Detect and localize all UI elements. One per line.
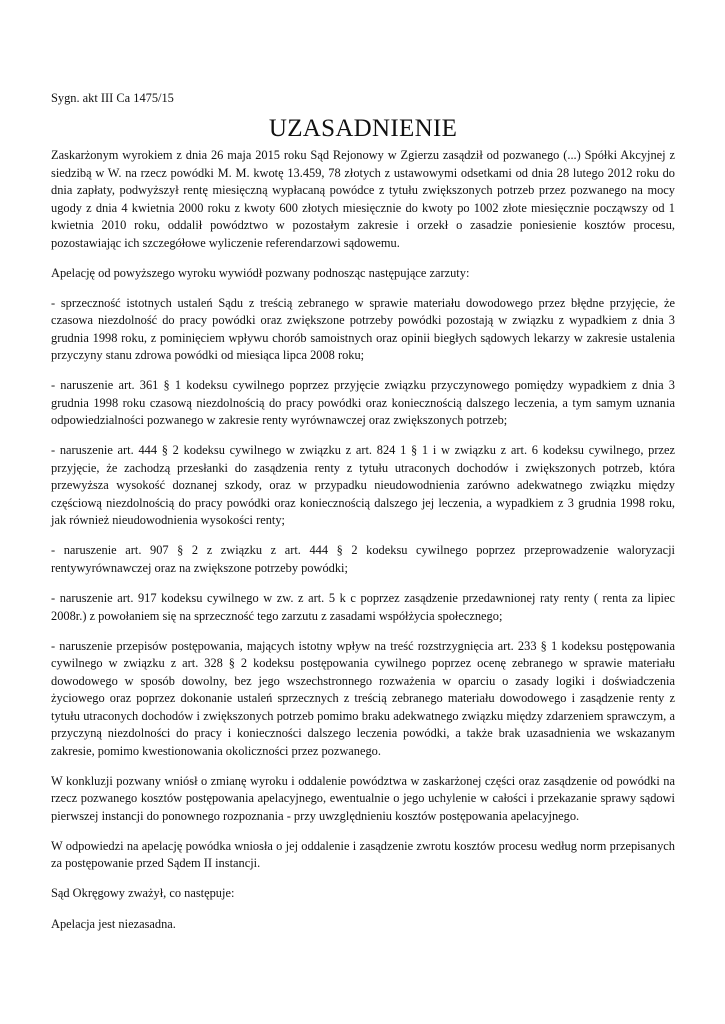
paragraph-charge-4: - naruszenie art. 907 § 2 z związku z art. 444 § 2 kodeksu cywilnego poprzez przeprowadzenie waloryzacji rentywyrównawczej oraz na zwiększone potrzeby powódki;: [51, 543, 675, 575]
paragraph-verdict: Apelacja jest niezasadna.: [51, 916, 176, 931]
paragraph-charge-3: - naruszenie art. 444 § 2 kodeksu cywilnego w związku z art. 824 1 § 1 i w związku z art. 6 kodeksu cywilnego, przez przyjęcie, że zachodzą przesłanki do zasądzenia renty z tytułu utraconych dochodów i zwiększonych potrzeb, która przewyższa wysokość doznanej szkody, oraz w przypadku nieudowodnienia zarówno adekwatnego związku między częściową niezdolnością do pracy powódki oraz koniecznością dalszego jej leczenia, a wypadkiem z 3 grudnia 1998 roku, jak również nieudowodnienia wysokości renty;: [51, 443, 675, 528]
paragraph-charge-6: - naruszenie przepisów postępowania, mających istotny wpływ na treść rozstrzygnięcia art. 233 § 1 kodeksu postępowania cywilnego w związku z art. 328 § 2 kodeksu postępowania cywilnego poprzez ocenę zebranego w sprawie materiału dowodowego w sposób dowolny, bez jego wszechstronnego rozważenia w oparciu o zasady logiki i doświadczenia życiowego oraz poprzez dokonanie ustaleń sprzecznych z treścią zebranego materiału dowodowego i zasądzenie renty z tytułu utraconych dochodów i zwiększonych potrzeb pomimo braku adekwatnego związku między zdarzeniem sprawczym, a przyczyną niezdolności do pracy i konieczności dalszego leczenia powódki, a także brak uzasadnienia we wskazanym zakresie, pomimo kwestionowania okoliczności przez pozwanego.: [51, 638, 675, 758]
document-page: [51, 90, 675, 946]
paragraph-charge-2: - naruszenie art. 361 § 1 kodeksu cywilnego poprzez przyjęcie związku przyczynowego pomiędzy wypadkiem z dnia 3 grudnia 1998 roku czasową niezdolnością do pracy powódki oraz koniecznością dalszego leczenia, a tym samym uznania odpowiedzialności pozwanego w zakresie renty wyrównawczej oraz zwiększonych potrzeb;: [51, 378, 675, 428]
paragraph-response: W odpowiedzi na apelację powódka wniosła o jej oddalenie i zasądzenie zwrotu kosztów procesu według norm przepisanych za postępowanie przed Sądem II instancji.: [51, 838, 675, 871]
case-reference: Sygn. akt III Ca 1475/15: [51, 91, 174, 105]
paragraph-court-considered: Sąd Okręgowy zważył, co następuje:: [51, 886, 235, 901]
paragraph-appeal-intro: Apelację od powyższego wyroku wywiódł pozwany podnosząc następujące zarzuty:: [51, 265, 470, 280]
paragraph-charge-1: - sprzeczność istotnych ustaleń Sądu z treścią zebranego w sprawie materiału dowodowego przez błędne przyjęcie, że czasowa niezdolność do pracy powódki oraz zwiększone potrzeby powódki pozostają w związku z wypadkiem z dnia 3 grudnia 1998 roku, z pominięciem wpływu chorób samoistnych oraz opinii biegłych sądowych lekarzy w zakresie ustalenia przyczyny stanu zdrowa powódki od miesiąca lipca 2008 roku;: [51, 295, 675, 363]
document-title: UZASADNIENIE: [268, 115, 458, 142]
paragraph-charge-5: - naruszenie art. 917 kodeksu cywilnego w zw. z art. 5 k c poprzez zasądzenie przedawnionej raty renty ( renta za lipiec 2008r.) z powołaniem się na sprzeczność tego zarzutu z zasadami współżycia społecznego;: [51, 591, 675, 623]
paragraph-judgment-summary: Zaskarżonym wyrokiem z dnia 26 maja 2015 roku Sąd Rejonowy w Zgierzu zasądził od pozwanego (...) Spółki Akcyjnej z siedzibą w W. na rzecz powódki M. M. kwotę 13.459, 78 złotych z ustawowymi odsetkami od dnia 28 lutego 2012 roku do dnia zapłaty, podwyższył rentę miesięczną wypłacaną powódce z tytułu zwiększonych potrzeb przez pozwanego na mocy ugody z dnia 4 kwietnia 2000 roku z kwoty 600 złotych miesięcznie do kwoty po 1002 złote miesięcznie począwszy od 1 kwietnia 2010 roku, oddalił powództwo w pozostałym zakresie i orzekł o zasadzie poniesienie kosztów procesu, pozostawiając ich szczegółowe wyliczenie referendarzowi sądowemu.: [51, 148, 675, 250]
paragraph-conclusion: W konkluzji pozwany wniósł o zmianę wyroku i oddalenie powództwa w zaskarżonej części oraz zasądzenie od powódki na rzecz pozwanego kosztów postępowania apelacyjnego, ewentualnie o jego uchylenie w całości i przekazanie sprawy sądowi pierwszej instancji do ponownego rozpoznania - przy uwzględnieniu kosztów postępowania apelacyjnego.: [51, 773, 675, 823]
